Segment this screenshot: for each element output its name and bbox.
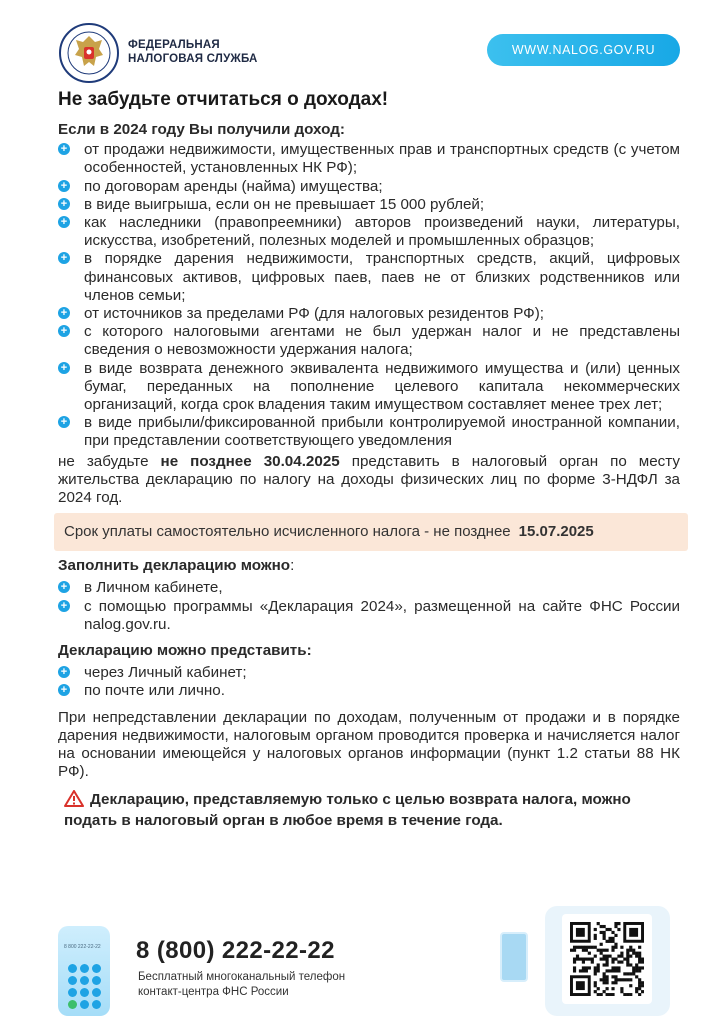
list-item bbox=[58, 214, 680, 250]
list-item bbox=[58, 579, 680, 597]
list-item-text: по договорам аренды (найма) имущества; bbox=[84, 177, 383, 195]
header bbox=[0, 0, 711, 90]
list-item bbox=[58, 682, 680, 700]
fill-section-heading bbox=[58, 557, 680, 575]
fill-heading-text: Заполнить декларацию можно bbox=[58, 557, 291, 575]
payment-deadline-date: 15.07.2025 bbox=[518, 523, 594, 541]
plus-bullet-icon: + bbox=[58, 666, 70, 678]
list-item bbox=[58, 360, 680, 415]
plus-bullet-icon: + bbox=[58, 198, 70, 210]
plus-bullet-icon: + bbox=[58, 325, 70, 337]
keypad bbox=[68, 964, 102, 1009]
phone-screen-number: 8 800 222-22-22 bbox=[64, 944, 101, 950]
list-item-text: через Личный кабинет; bbox=[84, 664, 247, 682]
hotline-description bbox=[138, 970, 345, 1000]
warning-triangle-icon bbox=[64, 790, 84, 812]
warning-text: Декларацию, представляемую только с целью возврата налога, можно подать в налоговый орган в любое время в течение года. bbox=[64, 790, 631, 829]
list-item-text: с которого налоговыми агентами не был удержан налог и не представлены сведения о невозможности удержания налога; bbox=[84, 323, 680, 359]
list-item bbox=[58, 414, 680, 450]
fill-list bbox=[58, 579, 680, 634]
list-item-text: в виде возврата денежного эквивалента недвижимого имущества и (или) ценных бумаг, переданных на пополнение целевого капитала некоммерческих организаций, когда срок владения таким имуществом составляет менее трех лет; bbox=[84, 359, 680, 414]
list-item-text: в виде выигрыша, если он не превышает 15 000 рублей; bbox=[84, 195, 485, 213]
deadline-date: не позднее 30.04.2025 bbox=[160, 452, 340, 470]
plus-bullet-icon: + bbox=[58, 600, 70, 612]
qr-block bbox=[500, 904, 680, 1025]
list-item-text: по почте или лично. bbox=[84, 682, 225, 700]
list-item-text: с помощью программы «Декларация 2024», размещенной на сайте ФНС России nalog.gov.ru. bbox=[84, 597, 680, 633]
audit-paragraph: При непредставлении декларации по доходам, полученным от продажи и в порядке дарения недвижимости, налоговым органом проводится проверка и начисляется налог на основании имеющейся у налоговых органов информации (пункт 1.2 статьи 88 НК РФ). bbox=[58, 708, 680, 781]
submit-section-heading: Декларацию можно представить: bbox=[58, 642, 312, 660]
org-name bbox=[128, 38, 258, 66]
hotline-desc-line1: Бесплатный многоканальный телефон bbox=[138, 971, 346, 983]
deadline-text-before: не забудьте bbox=[58, 452, 161, 470]
fill-heading-colon: : bbox=[290, 557, 295, 575]
fns-emblem-icon bbox=[58, 22, 120, 84]
plus-bullet-icon: + bbox=[58, 216, 70, 228]
list-item bbox=[58, 323, 680, 359]
plus-bullet-icon: + bbox=[58, 684, 70, 696]
hotline-desc-line2: контакт-центра ФНС России bbox=[138, 986, 289, 998]
page-title: Не забудьте отчитаться о доходах! bbox=[58, 89, 389, 110]
plus-bullet-icon: + bbox=[58, 180, 70, 192]
phone-icon bbox=[500, 932, 528, 982]
payment-deadline-text: Срок уплаты самостоятельно исчисленного налога - не позднее bbox=[64, 523, 511, 541]
list-item bbox=[58, 250, 680, 305]
intro-heading: Если в 2024 году Вы получили доход: bbox=[58, 121, 345, 138]
list-item bbox=[58, 196, 680, 214]
deadline-paragraph bbox=[58, 453, 680, 508]
list-item bbox=[58, 664, 680, 682]
list-item-text: в Личном кабинете, bbox=[84, 579, 223, 597]
site-link-button[interactable]: WWW.NALOG.GOV.RU bbox=[487, 34, 680, 66]
list-item bbox=[58, 305, 680, 323]
main-content bbox=[58, 121, 680, 830]
plus-bullet-icon: + bbox=[58, 252, 70, 264]
income-list bbox=[58, 141, 680, 450]
warning-note bbox=[58, 790, 680, 830]
plus-bullet-icon: + bbox=[58, 416, 70, 428]
deadline-text-after: представить в налоговый орган по месту жительства декларацию по налогу на доходы физических лиц по форме 3-НДФЛ за 2024 год. bbox=[58, 452, 680, 507]
submit-list bbox=[58, 664, 680, 700]
payment-deadline-box bbox=[54, 513, 688, 551]
org-name-line1: ФЕДЕРАЛЬНАЯ bbox=[128, 39, 220, 51]
list-item-text: как наследники (правопреемники) авторов произведений науки, литературы, искусства, изобретений, полезных моделей и промышленных образцов; bbox=[84, 214, 680, 250]
list-item bbox=[58, 178, 680, 196]
org-name-line2: НАЛОГОВАЯ СЛУЖБА bbox=[128, 53, 258, 65]
list-item bbox=[58, 141, 680, 177]
plus-bullet-icon: + bbox=[58, 362, 70, 374]
plus-bullet-icon: + bbox=[58, 581, 70, 593]
list-item bbox=[58, 598, 680, 634]
phone-illustration-icon bbox=[58, 926, 110, 1016]
list-item-text: от продажи недвижимости, имущественных прав и транспортных средств (с учетом особенностей, установленных НК РФ); bbox=[84, 141, 680, 177]
list-item-text: от источников за пределами РФ (для налоговых резидентов РФ); bbox=[84, 305, 544, 323]
qr-code-icon[interactable] bbox=[562, 914, 652, 1004]
hotline-phone-number[interactable]: 8 (800) 222-22-22 bbox=[136, 937, 335, 964]
plus-bullet-icon: + bbox=[58, 143, 70, 155]
list-item-text: в виде прибыли/фиксированной прибыли контролируемой иностранной компании, при представлении соответствующего уведомления bbox=[84, 414, 680, 450]
list-item-text: в порядке дарения недвижимости, транспортных средств, акций, цифровых финансовых активов, цифровых паев, паев не от близких родственников или членов семьи; bbox=[84, 250, 680, 304]
plus-bullet-icon: + bbox=[58, 307, 70, 319]
